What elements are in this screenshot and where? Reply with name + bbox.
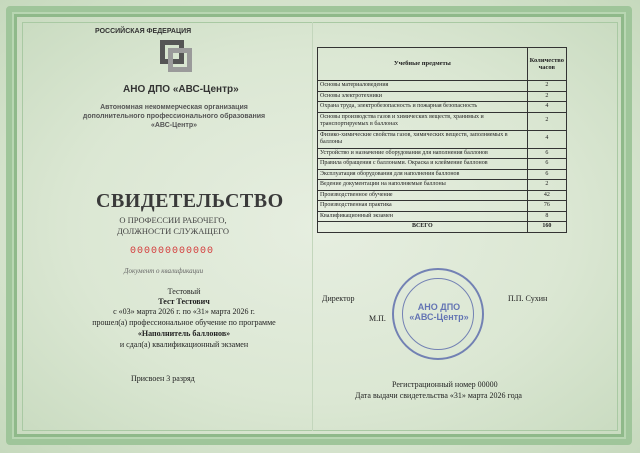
- column-header-subjects: Учебные предметы: [318, 48, 528, 81]
- hours-cell: 2: [527, 91, 566, 102]
- issue-date: Дата выдачи свидетельства «31» марта 2026 года: [355, 391, 522, 400]
- org-full-line-2: дополнительного профессионального образования: [82, 113, 266, 120]
- holder-surname: Тестовый: [167, 287, 201, 296]
- column-header-hours: Количество часов: [527, 48, 566, 81]
- hours-cell: 6: [527, 159, 566, 170]
- document-number: 000000000000: [130, 246, 215, 257]
- table-row: [318, 102, 567, 113]
- hours-cell: 42: [527, 190, 566, 201]
- document-subtitle-line-2: ДОЛЖНОСТИ СЛУЖАЩЕГО: [116, 226, 229, 236]
- table-row: [318, 201, 567, 212]
- org-full-line-1: Автономная некоммерческая организация: [100, 104, 248, 111]
- registration-number: Регистрационный номер 00000: [392, 380, 498, 389]
- document-subtitle: [108, 215, 238, 237]
- org-short-name: АНО ДПО «АВС-Центр»: [123, 84, 239, 95]
- org-full-line-3: «АВС-Центр»: [150, 122, 198, 129]
- director-label: Директор: [322, 294, 355, 303]
- org-full-name: [74, 103, 274, 130]
- subject-cell: Основы электротехники: [318, 91, 528, 102]
- org-logo-icon: [160, 40, 192, 72]
- hours-cell: 4: [527, 102, 566, 113]
- hours-cell: 2: [527, 81, 566, 92]
- subject-cell: Производственная практика: [318, 201, 528, 212]
- table-row: [318, 81, 567, 92]
- table-row: [318, 130, 567, 148]
- training-line: прошел(а) профессиональное обучение по программе: [92, 318, 276, 327]
- total-hours: 160: [527, 222, 566, 233]
- subject-cell: Эксплуатация оборудования для наполнения баллонов: [318, 169, 528, 180]
- hours-cell: 2: [527, 180, 566, 191]
- subjects-table: [317, 47, 567, 233]
- center-fold: [312, 22, 313, 431]
- table-row: [318, 169, 567, 180]
- hours-cell: 76: [527, 201, 566, 212]
- subject-cell: Основы материаловедения: [318, 81, 528, 92]
- table-row: [318, 91, 567, 102]
- table-row: [318, 112, 567, 130]
- table-total-row: [318, 222, 567, 233]
- subject-cell: Охрана труда, электробезопасность и пожарная безопасность: [318, 102, 528, 113]
- official-seal: [392, 268, 484, 360]
- table-row: [318, 180, 567, 191]
- country-label: РОССИЙСКАЯ ФЕДЕРАЦИЯ: [95, 28, 192, 35]
- hours-cell: 6: [527, 169, 566, 180]
- subject-cell: Правила обращения с баллонами. Окраска и клеймение баллонов: [318, 159, 528, 170]
- table-row: [318, 148, 567, 159]
- subject-cell: Квалификационный экзамен: [318, 211, 528, 222]
- table-row: [318, 190, 567, 201]
- document-title: СВИДЕТЕЛЬСТВО: [96, 190, 284, 212]
- subject-cell: Производственное обучение: [318, 190, 528, 201]
- assigned-rank: Присвоен 3 разряд: [131, 374, 195, 383]
- hours-cell: 2: [527, 112, 566, 130]
- subject-cell: Устройство и назначение оборудования для наполнения баллонов: [318, 148, 528, 159]
- stamp-place-label: М.П.: [369, 314, 386, 323]
- hours-cell: 8: [527, 211, 566, 222]
- table-row: [318, 211, 567, 222]
- holder-name: Тест Тестович: [158, 297, 210, 306]
- document-kind: Документ о квалификации: [124, 267, 204, 275]
- hours-cell: 6: [527, 148, 566, 159]
- program-name: «Наполнитель баллонов»: [137, 329, 231, 338]
- table-row: [318, 159, 567, 170]
- document-subtitle-line-1: О ПРОФЕССИИ РАБОЧЕГО,: [119, 215, 227, 225]
- exam-line: и сдал(а) квалификационный экзамен: [119, 340, 249, 349]
- hours-cell: 4: [527, 130, 566, 148]
- training-period: с «03» марта 2026 г. по «31» марта 2026 г.: [113, 307, 255, 316]
- subject-cell: Основы производства газов и химических веществ, хранимых и транспортируемых в баллонах: [318, 112, 528, 130]
- table-header-row: [318, 48, 567, 81]
- seal-text: АНО ДПО «АВС-Центр»: [409, 302, 469, 322]
- total-label: ВСЕГО: [318, 222, 528, 233]
- subject-cell: Ведение документации на наполняемые баллоны: [318, 180, 528, 191]
- subject-cell: Физико-химические свойства газов, химических веществ, заполняемых в баллоны: [318, 130, 528, 148]
- director-name: П.П. Сухин: [508, 294, 548, 303]
